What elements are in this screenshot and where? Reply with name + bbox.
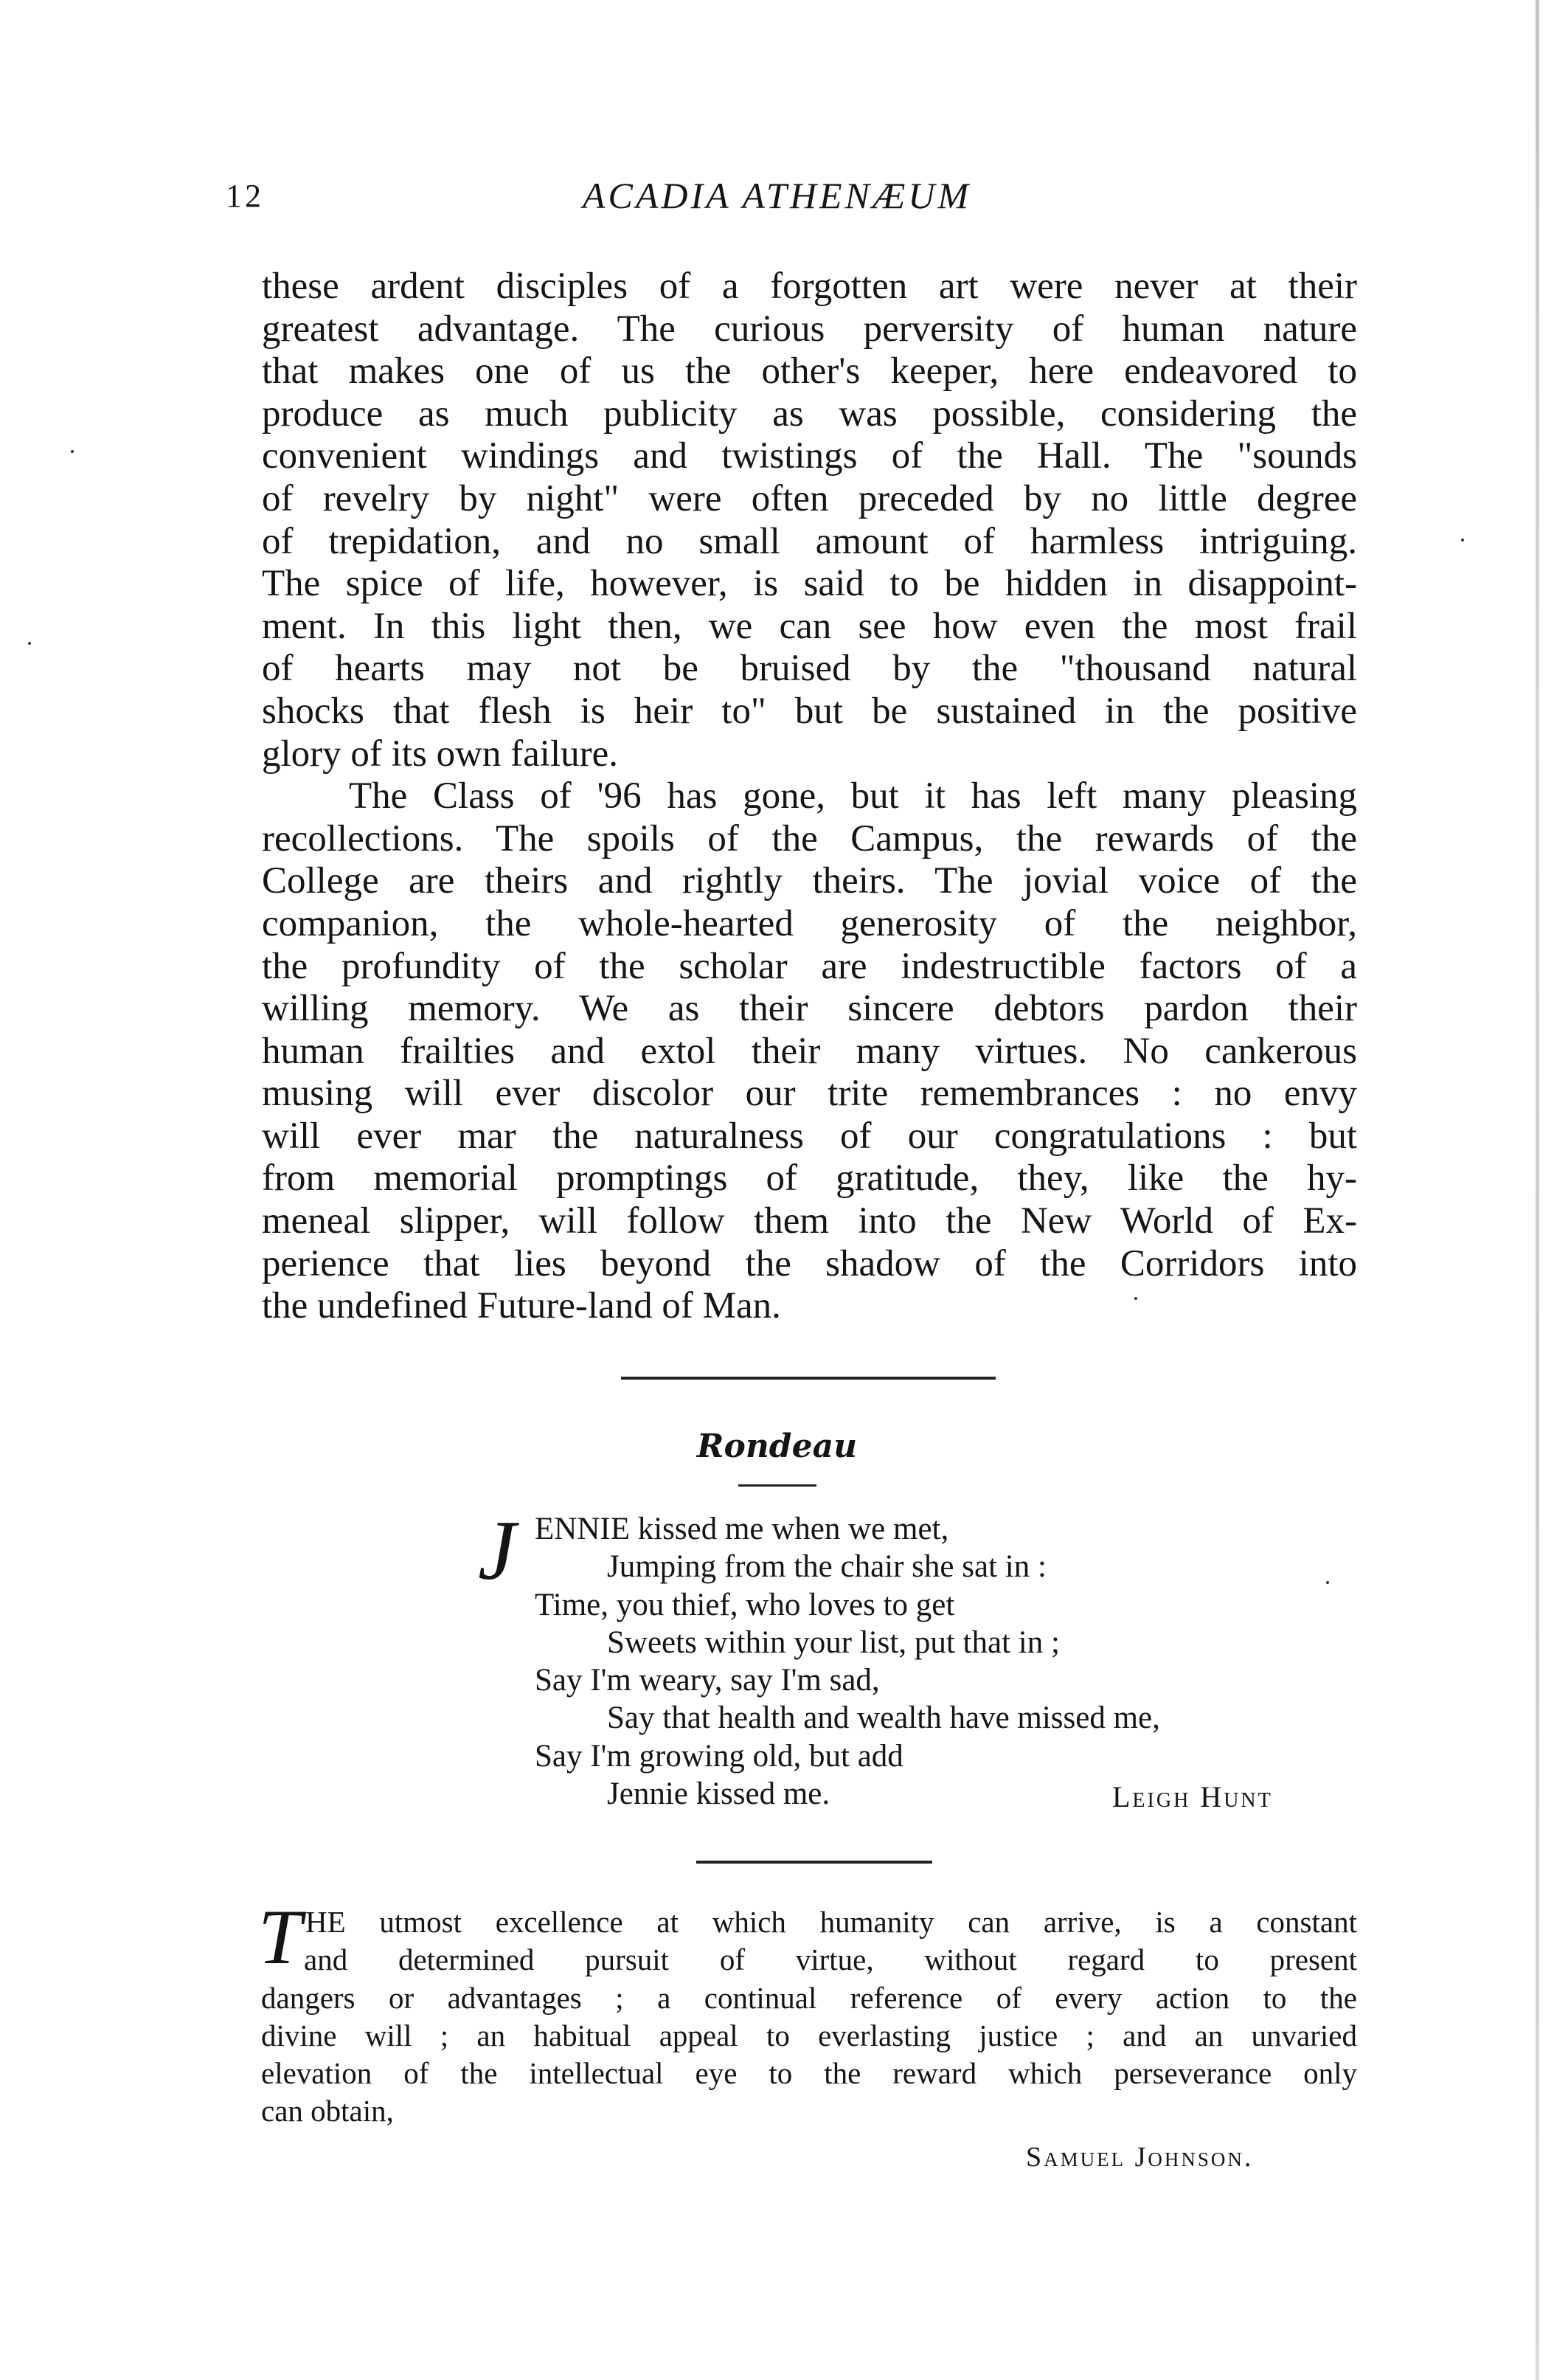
scan-speck: [1326, 1581, 1329, 1584]
essay-line: from memorial promptings of gratitude, they, like the hy-: [262, 1158, 1357, 1200]
essay-line: College are theirs and rightly theirs. The jovial voice of the: [262, 860, 1357, 902]
essay-line: glory of its own failure.: [262, 733, 618, 775]
essay-line: The spice of life, however, is said to be hidden in disappoint-: [262, 563, 1357, 605]
essay-line: shocks that flesh is heir to" but be sustained in the positive: [262, 690, 1357, 732]
quote-line: HE utmost excellence at which humanity can arrive, is a constant: [305, 1905, 1357, 1939]
scan-speck: [1134, 1297, 1137, 1300]
essay-line: the profundity of the scholar are indestructible factors of a: [262, 945, 1357, 987]
essay-line: ment. In this light then, we can see how even the most frail: [262, 605, 1357, 647]
essay-line: of revelry by night" were often preceded by no little degree: [262, 477, 1357, 519]
essay-line: companion, the whole-hearted generosity of the neighbor,: [262, 902, 1357, 944]
page-number: 12: [226, 178, 264, 214]
poem-line: ENNIE kissed me when we met,: [535, 1512, 949, 1546]
poem-text: [535, 1510, 1160, 1813]
essay-line: The Class of '96 has gone, but it has left many pleasing: [349, 775, 1357, 817]
quote-line: dangers or advantages ; a continual reference of every action to the: [261, 1980, 1357, 2015]
essay-line: convenient windings and twistings of the Hall. The "sounds: [262, 435, 1357, 477]
scan-speck: [28, 642, 31, 645]
essay-line: meneal slipper, will follow them into the New World of Ex-: [262, 1200, 1357, 1242]
essay-line: of trepidation, and no small amount of harmless intriguing.: [262, 520, 1357, 562]
quote-line: can obtain,: [261, 2094, 394, 2128]
section-divider: [621, 1377, 996, 1380]
essay-line: musing will ever discolor our trite remembrances : no envy: [262, 1073, 1357, 1115]
essay-line: human frailties and extol their many virtues. No cankerous: [262, 1030, 1357, 1072]
poem-line: Say that health and wealth have missed me,: [607, 1701, 1160, 1736]
quote-text: [261, 1903, 1357, 2131]
essay-line: the undefined Future-land of Man.: [262, 1285, 781, 1327]
essay-text: [262, 266, 1357, 1328]
poem-author: Leigh Hunt: [1112, 1780, 1273, 1813]
scan-speck: [1461, 539, 1464, 542]
essay-line: perience that lies beyond the shadow of the Corridors into: [262, 1242, 1357, 1284]
poem-line: Sweets within your list, put that in ;: [607, 1625, 1060, 1660]
essay-line: willing memory. We as their sincere debtors pardon their: [262, 988, 1357, 1030]
quote-line: elevation of the intellectual eye to the reward which perseverance only: [261, 2056, 1357, 2091]
essay-line: produce as much publicity as was possible, considering the: [262, 392, 1357, 435]
quote-line: and determined pursuit of virtue, without regard to present: [304, 1943, 1357, 1977]
scan-speck: [71, 450, 74, 453]
section-divider: [696, 1861, 932, 1864]
poem-drop-cap: J: [478, 1504, 516, 1598]
poem-line: Say I'm growing old, but add: [535, 1738, 903, 1774]
essay-line: these ardent disciples of a forgotten art were never at their: [262, 266, 1357, 307]
poem-line: Say I'm weary, say I'm sad,: [535, 1663, 880, 1698]
scanned-page-edge: [1536, 0, 1539, 2380]
poem-title: Rondeau: [696, 1428, 858, 1465]
quote-drop-cap: T: [258, 1894, 302, 1980]
essay-line: of hearts may not be bruised by the "thousand natural: [262, 648, 1357, 690]
quote-signature: Samuel Johnson.: [1026, 2142, 1254, 2173]
essay-line: that makes one of us the other's keeper, here endeavored to: [262, 350, 1357, 392]
poem-line: Time, you thief, who loves to get: [535, 1587, 955, 1622]
essay-line: recollections. The spoils of the Campus, the rewards of the: [262, 817, 1357, 859]
poem-line: Jumping from the chair she sat in :: [607, 1549, 1047, 1585]
essay-line: will ever mar the naturalness of our congratulations : but: [262, 1115, 1357, 1157]
poem-line: Jennie kissed me.: [607, 1777, 830, 1812]
quote-line: divine will ; an habitual appeal to everlasting justice ; and an unvaried: [261, 2018, 1357, 2052]
running-head: ACADIA ATHENÆUM: [582, 175, 972, 216]
title-underline: [738, 1484, 816, 1487]
essay-line: greatest advantage. The curious perversity of human nature: [262, 308, 1357, 350]
